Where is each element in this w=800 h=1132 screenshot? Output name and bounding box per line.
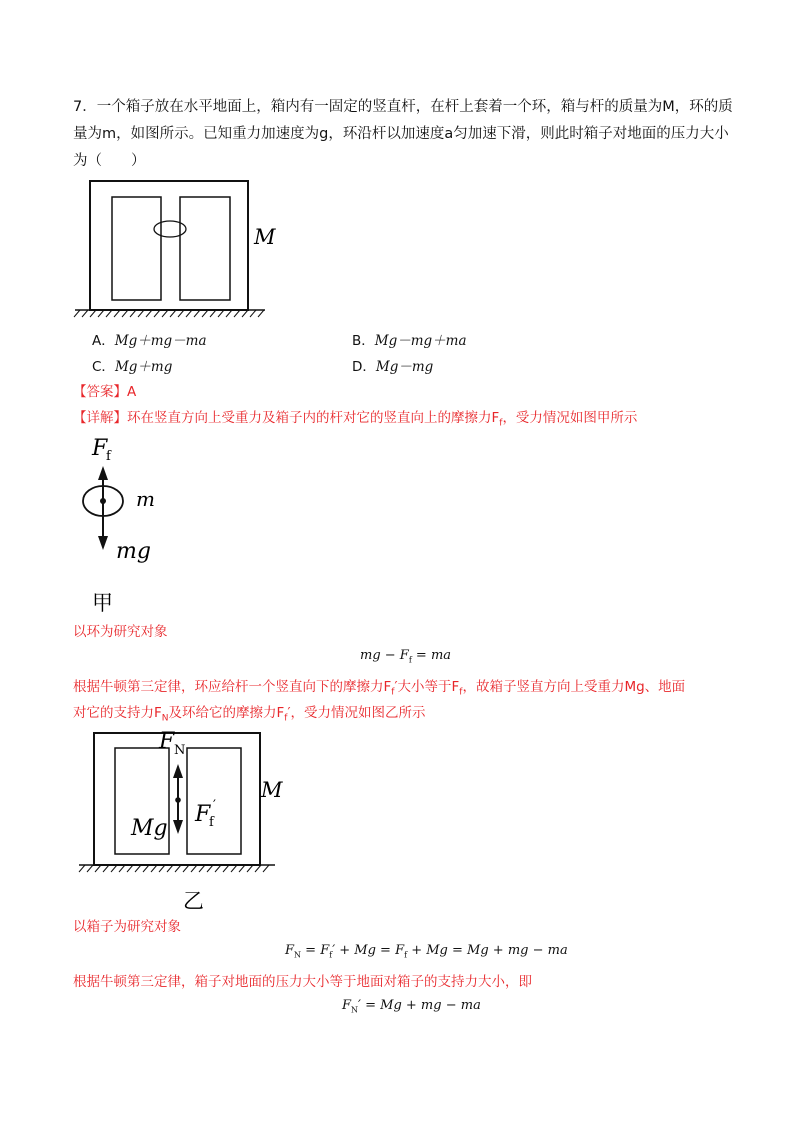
fig2-force-f: F: [195, 802, 211, 827]
equation-1: [360, 648, 451, 665]
figure-label-M: M: [254, 225, 276, 249]
detail-line-2: [73, 677, 685, 703]
fig1-force-top-sub: f: [106, 449, 111, 464]
equation-2-sub-2: f: [329, 950, 333, 960]
option-c-text: Mg＋mg: [114, 359, 173, 375]
detail-text-1-end: ，受力情况如图甲所示: [502, 410, 638, 426]
equation-2-b: = F: [301, 943, 330, 958]
option-d-letter: D．: [352, 359, 376, 375]
fig1-mass: m: [136, 487, 155, 511]
detail-text-2a-sub: f: [391, 687, 395, 698]
equation-3-sub: N: [351, 1005, 359, 1015]
detail-text-2b-mid: 及环给它的摩擦力F: [168, 705, 285, 721]
study-ring-text: 以环为研究对象: [73, 624, 168, 640]
option-b-text: Mg－mg＋ma: [374, 333, 467, 349]
box-free-body-figure: [75, 728, 305, 918]
detail-text-2a-end: ，故箱子竖直方向上受重力Mg、地面: [462, 679, 686, 695]
ring-free-body-figure: [70, 428, 190, 618]
fig2-force-f-sub: f: [209, 815, 214, 830]
option-d[interactable]: [352, 355, 433, 375]
question-line-1: [73, 97, 733, 117]
equation-2-c: ′ + Mg = F: [332, 943, 405, 958]
equation-1-end: = ma: [411, 648, 452, 663]
study-box-text: 以箱子为研究对象: [73, 919, 181, 935]
question-text-1: 一个箱子放在水平地面上，箱内有一固定的竖直杆，在杆上套着一个环，箱与杆的质量为M，环的质: [96, 99, 733, 115]
fig2-mass-label: M: [261, 778, 283, 802]
equation-1-main: mg − F: [360, 648, 409, 663]
detail-text-2b: 对它的支持力F: [73, 705, 162, 721]
equation-2-d: + Mg = Mg + mg − ma: [407, 943, 568, 958]
detail-text-2b-end: ′，受力情况如图乙所示: [287, 705, 426, 721]
option-c[interactable]: [92, 355, 172, 375]
fig1-force-bottom: mg: [116, 539, 151, 564]
fig2-force-n: F: [159, 729, 175, 754]
question-line-2: 量为m，如图所示。已知重力加速度为g，环沿杆以加速度a匀加速下滑，则此时箱子对地面的压力大小: [73, 126, 729, 142]
equation-2-sub-1: N: [294, 950, 302, 960]
equation-2: [285, 943, 568, 960]
question-line-3: 为（ ）: [73, 153, 146, 169]
equation-3-a: F: [342, 998, 352, 1013]
detail-label: 【详解】: [73, 410, 127, 426]
equation-2-a: F: [285, 943, 295, 958]
detail-text-2b-sub: N: [161, 713, 169, 724]
option-b[interactable]: [352, 329, 467, 349]
detail-text-2a-sub2: f: [459, 687, 463, 698]
detail-line-4: 根据牛顿第三定律，箱子对地面的压力大小等于地面对箱子的支持力大小，即: [73, 974, 532, 990]
detail-text-2a: 根据牛顿第三定律，环应给杆一个竖直向下的摩擦力F: [73, 679, 392, 695]
equation-2-sub-3: f: [404, 950, 408, 960]
option-a-letter: A．: [92, 333, 115, 349]
fig2-force-n-sub: N: [174, 743, 186, 758]
equation-1-sub: f: [408, 655, 412, 665]
detail-text-1-sub: f: [499, 418, 503, 429]
fig2-force-f-prime: ′: [213, 798, 216, 813]
fig2-caption: 乙: [183, 889, 204, 913]
box-figure: [70, 176, 290, 326]
question-number: 7．: [73, 99, 97, 115]
detail-line-3: [73, 703, 426, 729]
detail-text-2a-mid: ′大小等于F: [394, 679, 460, 695]
option-d-text: Mg－mg: [375, 359, 434, 375]
answer-label: 【答案】A: [73, 384, 137, 400]
option-c-letter: C．: [92, 359, 115, 375]
option-a[interactable]: [92, 329, 207, 349]
option-a-text: Mg＋mg－ma: [114, 333, 207, 349]
option-b-letter: B．: [352, 333, 375, 349]
equation-3: [342, 998, 481, 1015]
fig1-caption: 甲: [92, 591, 113, 615]
fig2-weight: Mg: [131, 816, 168, 841]
equation-3-b: ′ = Mg + mg − ma: [358, 998, 481, 1013]
fig1-force-top: F: [92, 436, 108, 461]
detail-text-2b-sub2: f: [284, 713, 288, 724]
detail-text-1: 环在竖直方向上受重力及箱子内的杆对它的竖直向上的摩擦力F: [127, 410, 500, 426]
